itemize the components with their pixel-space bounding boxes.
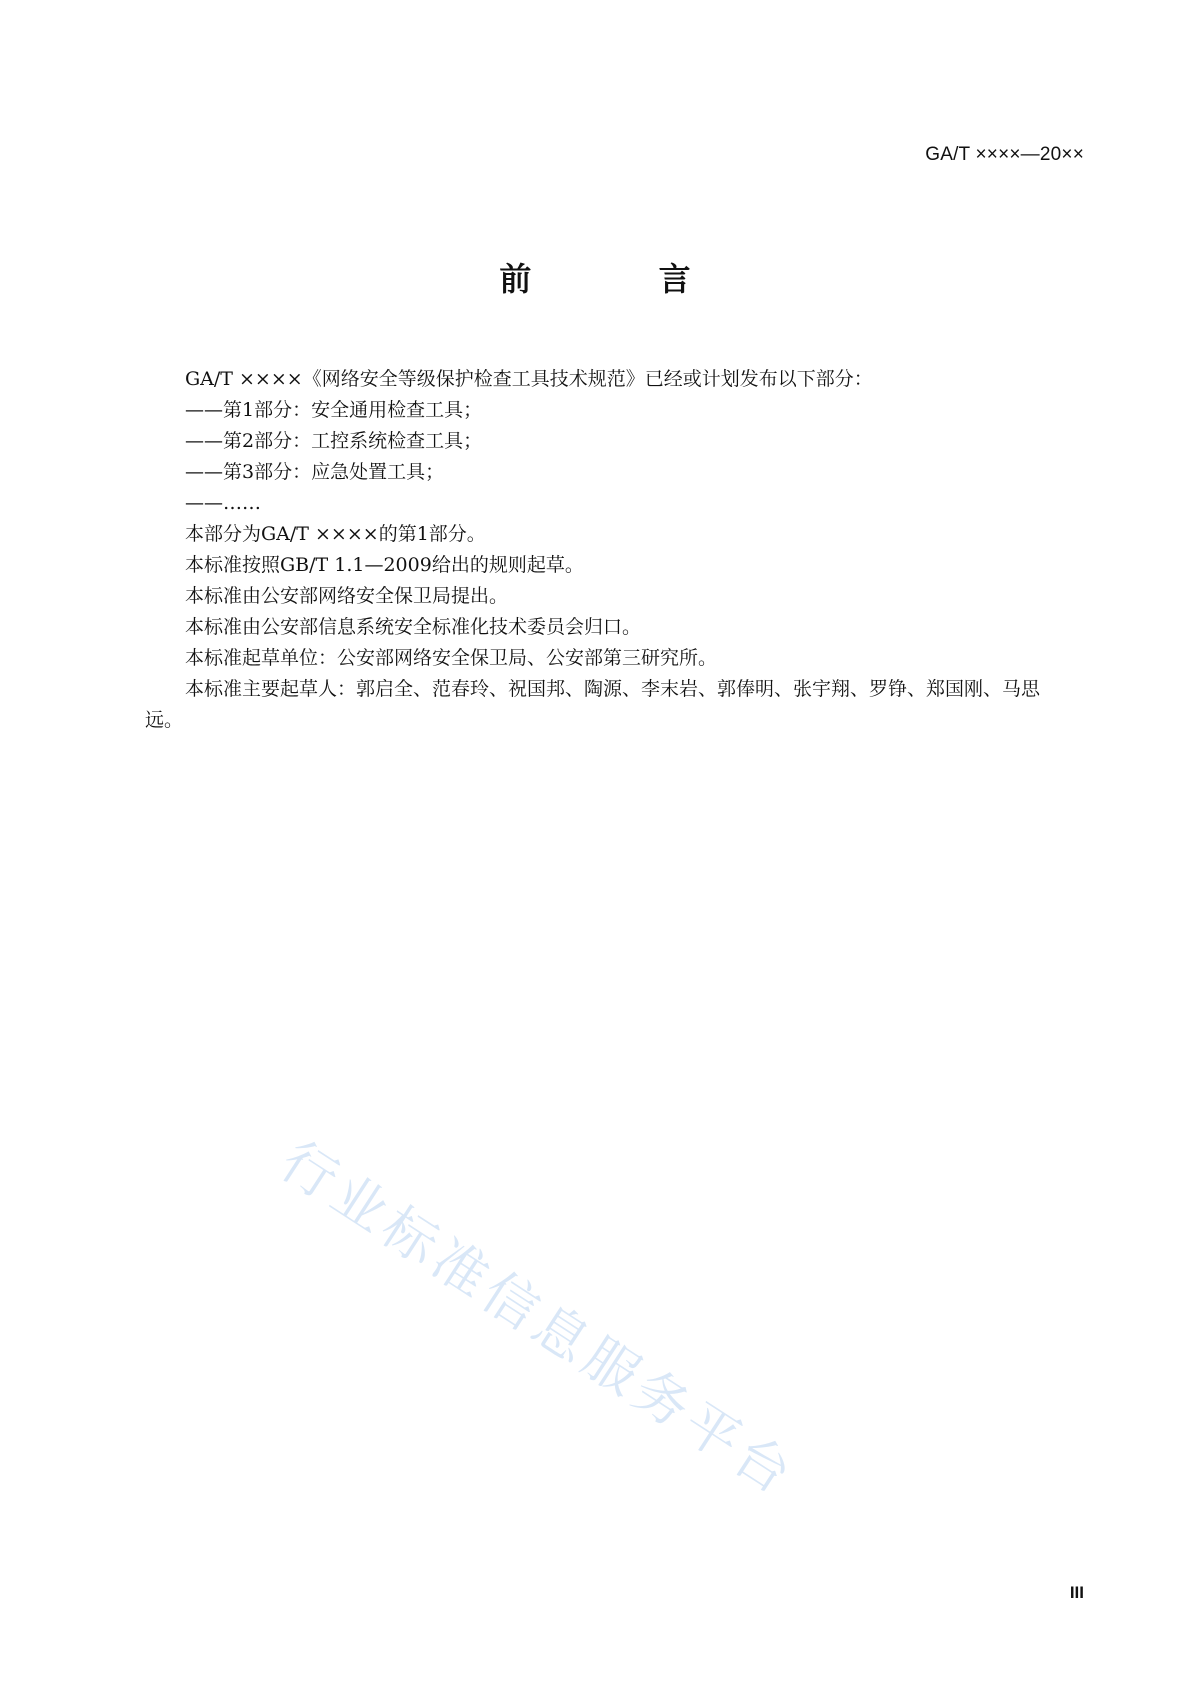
paragraph-part-3: ——第3部分：应急处置工具；	[185, 461, 445, 483]
paragraph-proposed-by: 本标准由公安部网络安全保卫局提出。	[185, 585, 509, 607]
paragraph-this-part: 本部分为GA/T ××××的第1部分。	[185, 523, 486, 545]
paragraph-under-jurisdiction: 本标准由公安部信息系统安全标准化技术委员会归口。	[185, 616, 642, 638]
paragraph-part-2: ——第2部分：工控系统检查工具；	[185, 430, 483, 452]
paragraph-drafting-units: 本标准起草单位：公安部网络安全保卫局、公安部第三研究所。	[185, 647, 718, 669]
paragraph-part-more: ——……	[185, 492, 261, 514]
paragraph-part-1: ——第1部分：安全通用检查工具；	[185, 399, 483, 421]
paragraph-drafting-rules: 本标准按照GB/T 1.1—2009给出的规则起草。	[185, 554, 584, 576]
watermark: 行业标准信息服务平台	[269, 1129, 808, 1509]
standard-code: GA/T ××××—20××	[925, 144, 1084, 165]
paragraph-drafters: 本标准主要起草人：郭启全、范春玲、祝国邦、陶源、李末岩、郭俸明、张宇翔、罗铮、郑国刚、马思远。	[145, 678, 1041, 731]
page-number: III	[1069, 1583, 1084, 1602]
paragraph-intro: GA/T ××××《网络安全等级保护检查工具技术规范》已经或计划发布以下部分：	[185, 368, 873, 390]
page-title: 前 言	[499, 260, 749, 298]
document-body	[145, 364, 1077, 736]
